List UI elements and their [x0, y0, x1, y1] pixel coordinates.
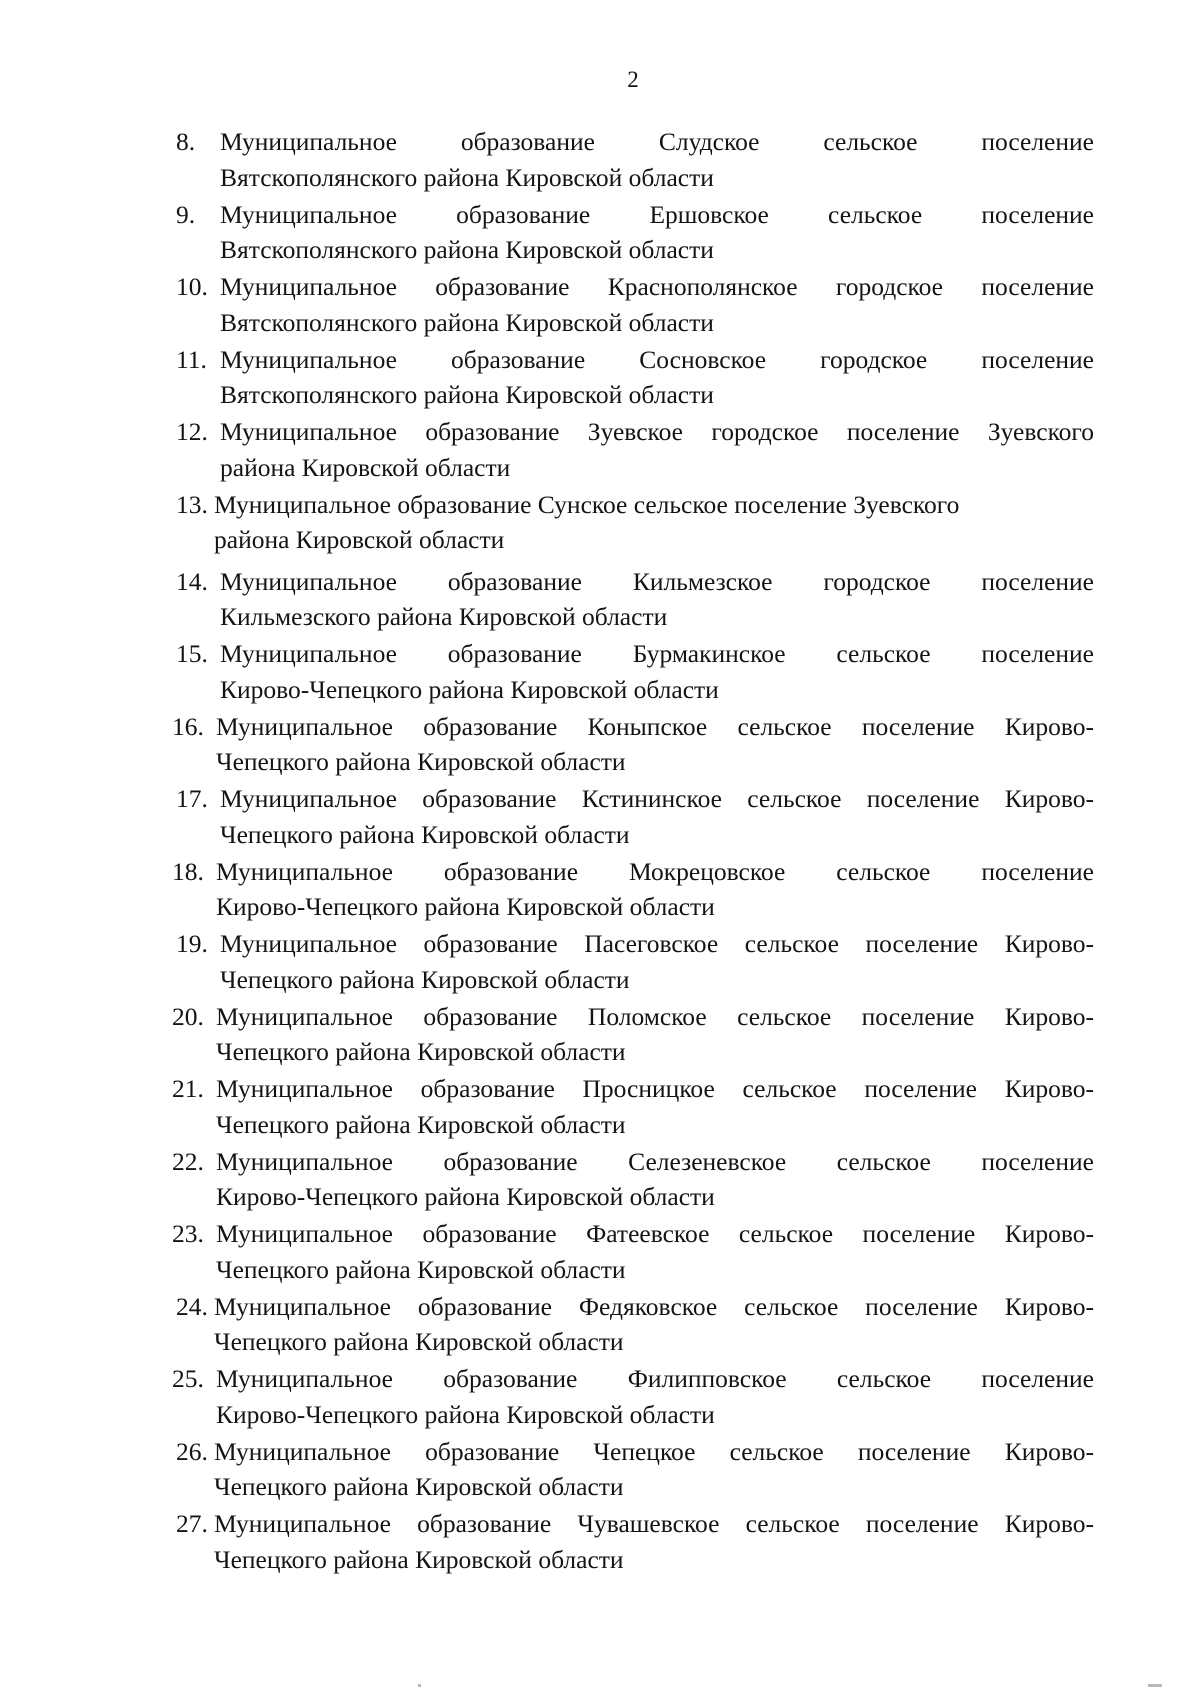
page-number: 2	[627, 67, 639, 92]
list-item-line: Чепецкого района Кировской области	[220, 964, 630, 994]
list-item-number: 8.	[176, 127, 196, 156]
list-item-text	[220, 197, 1094, 268]
list-item-line: Муниципальное образование Фатеевское сельское поселение Кирово-	[216, 1219, 1094, 1248]
list-item-line: Кирово-Чепецкого района Кировской области	[216, 892, 715, 921]
list-item-number: 15.	[176, 639, 208, 668]
list-item-number: 12.	[176, 417, 208, 446]
list-item-line: Муниципальное образование Чувашевское сельское поселение Кирово-	[214, 1509, 1094, 1538]
list-item-line: района Кировской области	[220, 452, 511, 482]
list-item-text	[220, 926, 1094, 997]
list-item-line: Муниципальное образование Поломское сельское поселение Кирово-	[216, 1001, 1094, 1031]
list-item	[176, 124, 1094, 195]
list-item-number: 24.	[176, 1291, 208, 1321]
list-item-line: Муниципальное образование Слудское сельское поселение	[220, 127, 1094, 156]
list-item	[176, 342, 1094, 413]
list-item-text	[216, 1071, 1094, 1142]
list-item	[176, 197, 1094, 268]
list-item-line: Вятскополянского района Кировской области	[220, 307, 714, 337]
list-item-line: Муниципальное образование Сосновское городское поселение	[220, 344, 1094, 374]
list-item-text	[216, 709, 1094, 780]
list-item-text	[220, 342, 1094, 413]
list-item-number: 16.	[172, 711, 204, 741]
list-item-line: Муниципальное образование Сунское сельское поселение Зуевского	[214, 489, 960, 519]
list-item-number: 14.	[176, 566, 208, 596]
list-item-line: Чепецкого района Кировской области	[216, 747, 626, 776]
list-item-number: 23.	[172, 1219, 204, 1248]
list-item	[176, 564, 1094, 635]
list-item-number: 13.	[176, 489, 208, 519]
list-item-text	[220, 781, 1094, 852]
list-item	[176, 926, 1094, 997]
list-item	[172, 1071, 1094, 1142]
list-item-line: Муниципальное образование Федяковское сельское поселение Кирово-	[214, 1291, 1094, 1321]
list-item-number: 22.	[172, 1146, 204, 1176]
list-item-text	[214, 1434, 1094, 1505]
list-item-line: Кирово-Чепецкого района Кировской области	[220, 674, 719, 704]
list-item	[172, 1144, 1094, 1215]
list-item-line: Вятскополянского района Кировской области	[220, 235, 714, 264]
list-item	[176, 1289, 1094, 1360]
list-item-line: Муниципальное образование Коныпское сельское поселение Кирово-	[216, 711, 1094, 741]
list-item-line: Вятскополянского района Кировской области	[220, 162, 714, 192]
list-item-line: Муниципальное образование Зуевское городское поселение Зуевского	[220, 417, 1094, 446]
list-item-text	[216, 999, 1094, 1070]
scan-artifact	[418, 1684, 421, 1687]
list-item-text	[220, 414, 1094, 485]
list-item-number: 19.	[176, 929, 208, 958]
list-item-text	[214, 1289, 1094, 1360]
list-item-text	[216, 1144, 1094, 1215]
list-item-line: Муниципальное образование Просницкое сельское поселение Кирово-	[216, 1074, 1094, 1103]
list-item	[176, 414, 1094, 485]
list-item	[172, 999, 1094, 1070]
list-item-text	[220, 564, 1094, 635]
list-item-line: Чепецкого района Кировской области	[216, 1037, 626, 1066]
list-item-line: Чепецкого района Кировской области	[214, 1472, 624, 1501]
list-item-number: 9.	[176, 199, 196, 229]
list-item-line: Муниципальное образование Кильмезское городское поселение	[220, 566, 1094, 596]
list-item	[176, 487, 1094, 558]
list-item-line: Кирово-Чепецкого района Кировской области	[216, 1182, 715, 1211]
list-item	[172, 709, 1094, 780]
list-item-text	[214, 487, 1094, 558]
list-item-line: Кирово-Чепецкого района Кировской области	[216, 1399, 715, 1429]
list-item-number: 18.	[172, 856, 204, 886]
list-item-line: Муниципальное образование Селезеневское сельское поселение	[216, 1146, 1094, 1176]
list-item	[176, 636, 1094, 707]
list-item-line: Чепецкого района Кировской области	[214, 1327, 624, 1356]
list-item	[172, 854, 1094, 925]
list-item-number: 27.	[176, 1509, 208, 1538]
list-item-line: Кильмезского района Кировской области	[220, 602, 668, 631]
list-item-line: Чепецкого района Кировской области	[214, 1544, 624, 1574]
municipality-list	[172, 124, 1094, 1579]
list-item-line: Муниципальное образование Мокрецовское сельское поселение	[216, 856, 1094, 886]
list-item-line: Чепецкого района Кировской области	[220, 819, 630, 849]
list-item-number: 20.	[172, 1001, 204, 1031]
list-item-line: Чепецкого района Кировской области	[216, 1254, 626, 1284]
list-item-line: Муниципальное образование Бурмакинское сельское поселение	[220, 639, 1094, 668]
list-item	[176, 269, 1094, 340]
list-item-line: Муниципальное образование Ершовское сельское поселение	[220, 199, 1094, 229]
list-item-number: 26.	[176, 1436, 208, 1466]
list-item-text	[216, 1216, 1094, 1287]
scan-artifact	[1148, 1684, 1162, 1687]
list-item	[176, 1506, 1094, 1577]
list-item-line: района Кировской области	[214, 525, 505, 554]
list-item-text	[220, 124, 1094, 195]
list-item	[176, 781, 1094, 852]
list-item-line: Муниципальное образование Краснополянское городское поселение	[220, 272, 1094, 301]
list-item-line: Вятскополянского района Кировской области	[220, 380, 714, 409]
list-item-line: Муниципальное образование Пасеговское сельское поселение Кирово-	[220, 929, 1094, 958]
list-item	[172, 1361, 1094, 1432]
list-item-number: 10.	[176, 272, 208, 301]
list-item-number: 11.	[176, 344, 207, 374]
list-item-text	[220, 269, 1094, 340]
list-item-number: 21.	[172, 1074, 204, 1103]
list-item-line: Муниципальное образование Кстининское сельское поселение Кирово-	[220, 784, 1094, 813]
list-item-line: Муниципальное образование Филипповское сельское поселение	[216, 1364, 1094, 1393]
list-item-text	[216, 854, 1094, 925]
list-item	[172, 1216, 1094, 1287]
list-item-text	[220, 636, 1094, 707]
list-item	[176, 1434, 1094, 1505]
list-item-number: 25.	[172, 1364, 204, 1393]
list-item-line: Чепецкого района Кировской области	[216, 1109, 626, 1139]
list-item-text	[216, 1361, 1094, 1432]
list-item-text	[214, 1506, 1094, 1577]
list-item-line: Муниципальное образование Чепецкое сельское поселение Кирово-	[214, 1436, 1094, 1466]
list-item-number: 17.	[176, 784, 208, 813]
